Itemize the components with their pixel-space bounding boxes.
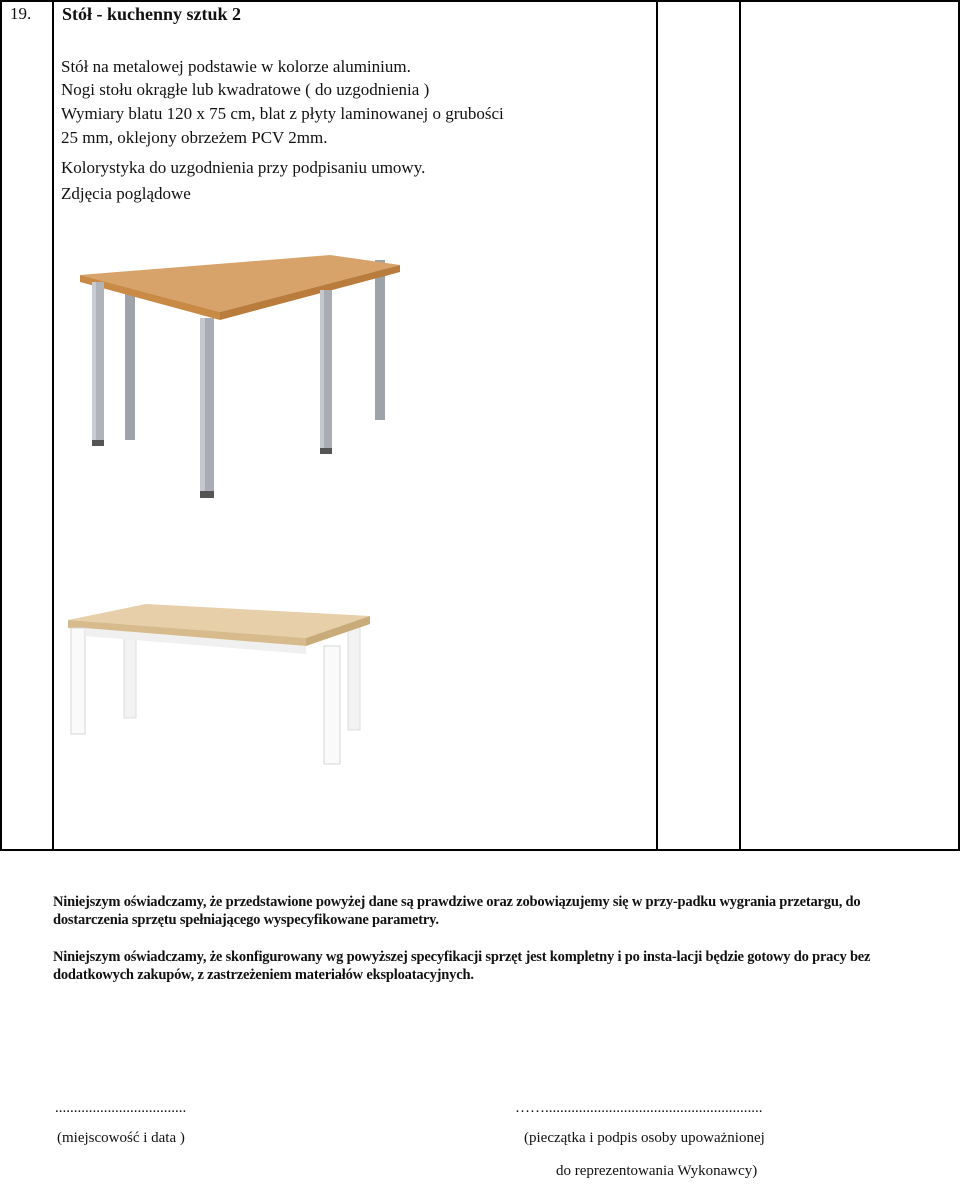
table-leg (124, 628, 136, 718)
description-line: Nogi stołu okrągłe lub kwadratowe ( do uzgodnienia ) (61, 80, 430, 99)
table-leg (375, 260, 385, 420)
description-line: Wymiary blatu 120 x 75 cm, blat z płyty laminowanej o grubości (61, 104, 504, 123)
table-leg (324, 646, 340, 764)
description-line: 25 mm, oklejony obrzeżem PCV 2mm. (61, 128, 328, 147)
stamp-signature-label: (pieczątka i podpis osoby upoważnionej (524, 1130, 765, 1146)
item-title: Stół - kuchenny sztuk 2 (62, 4, 242, 24)
description-line: Zdjęcia poglądowe (61, 184, 191, 203)
declaration-1: Niniejszym oświadczamy, że przedstawione powyżej dane są prawdziwe oraz zobowiązujemy się w przy-padku wygrania przetargu, do dostarczenia sprzętu spełniającego wyspecyfikowane parametry. (53, 894, 861, 928)
table-leg (71, 628, 85, 734)
signature-right-dots: …….......................................................... (515, 1100, 763, 1116)
table-leg (125, 290, 135, 440)
table-bottom-border (0, 849, 960, 851)
description-line: Stół na metalowej podstawie w kolorze aluminium. (61, 57, 411, 76)
column-divider-1 (52, 0, 54, 851)
table-leg (92, 282, 96, 442)
declaration-2: Niniejszym oświadczamy, że skonfigurowany wg powyższej specyfikacji sprzęt jest kompletny i po insta-lacji będzie gotowy do pracy bez dodatkowych zakupów, z zastrzeżeniem materiałów eksploatacyjnych. (53, 949, 871, 983)
column-divider-2 (656, 0, 658, 851)
table-foot (200, 491, 214, 498)
table-foot (92, 440, 104, 446)
table-left-border (0, 0, 2, 851)
table-photo-aluminium (70, 250, 410, 500)
table-photo-white (66, 598, 370, 766)
signature-left-dots: ................................... (55, 1100, 187, 1116)
table-leg (320, 290, 324, 450)
table-leg (200, 318, 205, 493)
table-top-border (0, 0, 960, 2)
column-divider-3 (739, 0, 741, 851)
description-line: Kolorystyka do uzgodnienia przy podpisaniu umowy. (61, 158, 426, 177)
stamp-signature-label-2: do reprezentowania Wykonawcy) (556, 1163, 758, 1179)
table-leg (348, 620, 360, 730)
table-foot (320, 448, 332, 454)
place-date-label: (miejscowość i data ) (57, 1130, 185, 1146)
row-number: 19. (10, 4, 32, 23)
